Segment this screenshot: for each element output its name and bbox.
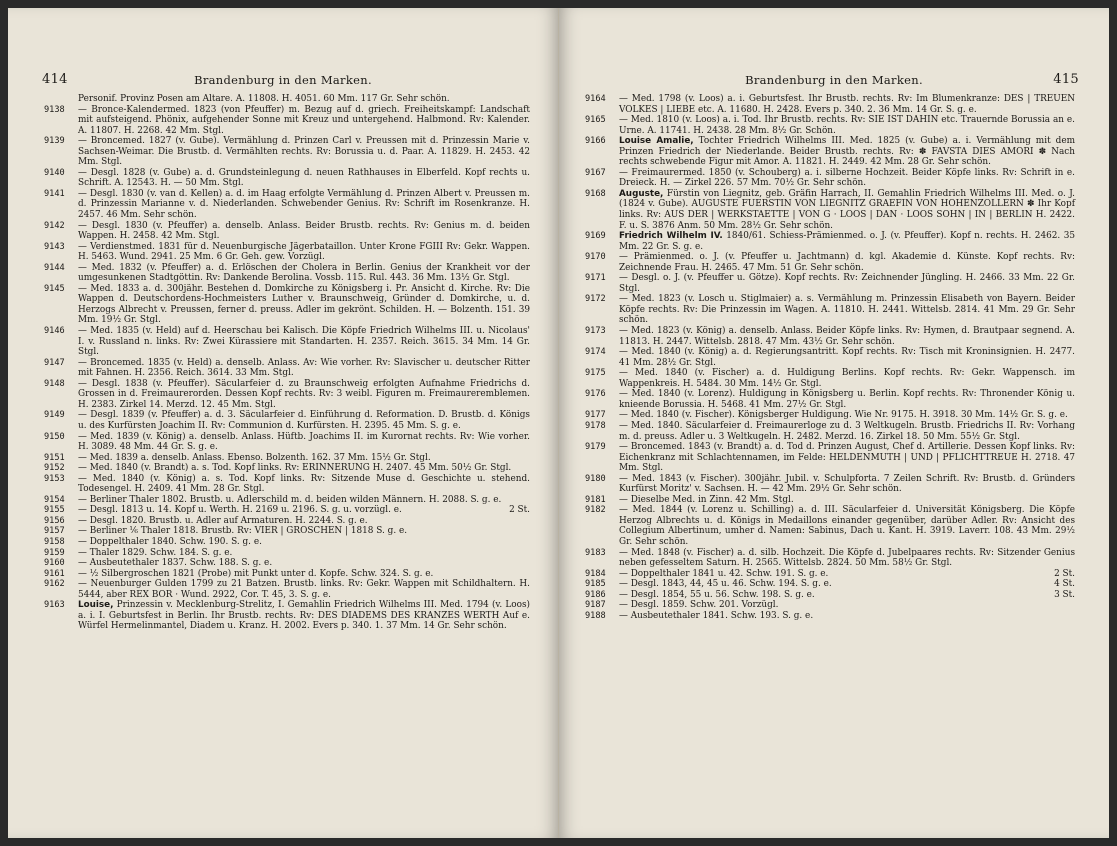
entry-number: 9187 [585,600,606,611]
entry-text [78,505,530,516]
entry-number: 9139 [44,136,65,147]
entry-number: 9142 [44,220,65,231]
catalog-entry [44,569,530,580]
catalog-entry [44,463,530,474]
entry-number: 9176 [585,389,606,400]
catalog-entry [44,379,530,411]
entry-text [619,548,1075,569]
entry-number: 9148 [44,378,65,389]
catalog-entry [585,600,1075,611]
entry-description: Personif. Provinz Posen am Altare. A. 11808. H. 4051. 60 Mm. 117 Gr. Sehr schön. [78,94,450,104]
entry-description: Fürstin von Liegnitz, geb. Gräfin Harrach, II. Gemahlin Friedrich Wilhelms III. Med. o. J. (1824 v. Gube). AUGUSTE FUERSTIN VON LIEGNITZ GRAEFIN VON HOHENZOLLERN ✽ Ihr Kopf links. Rv: AUS DER | WERKSTAETTE | VON G · LOOS | DAN · LOOS SOHN | IN | BERLIN H. 2422. F. u. S. 3876 Anm. 50 Mm. 28½ Gr. Sehr schön. [619,188,1075,231]
catalog-entry [585,569,1075,580]
entry-description: — Med. 1840. Säcularfeier d. Freimaurerloge zu d. 3 Weltkugeln. Brustb. Friedrichs II. Rv: Vorhang m. d. preuss. Adler u. 3 Weltkugeln. H. 2482. Merzd. 16. Zirkel 18. 50 Mm. 55½ Gr. Stgl. [619,420,1075,442]
entry-text [78,189,530,221]
entry-text [619,474,1075,495]
entry-description: — Doppelthaler 1840. Schw. 190. S. g. e. [78,536,262,547]
entry-text [78,94,530,105]
entry-description: — Desgl. 1843, 44, 45 u. 46. Schw. 194. S. g. e. [619,579,832,590]
entry-number: 9182 [585,505,606,516]
entry-text [78,516,530,527]
entry-description: — Med. 1840 (v. Brandt) a. s. Tod. Kopf links. Rv: ERINNERUNG H. 2407. 45 Mm. 50½ Gr. Stgl. [78,463,512,474]
entry-text [78,263,530,284]
entry-description: — Prämienmed. o. J. (v. Pfeuffer u. Jachtmann) d. kgl. Akademie d. Künste. Kopf rechts. Rv: Zeichnende Frau. H. 2465. 47 Mm. 51 Gr. Sehr schön. [619,252,1075,273]
entry-text [78,600,530,632]
catalog-entry [585,421,1075,442]
entry-text [78,474,530,495]
catalog-entry [585,347,1075,368]
entry-text [78,358,530,379]
entry-text [619,600,1075,611]
entry-text [78,105,530,137]
catalog-entry [44,242,530,263]
entry-number: 9188 [585,610,606,621]
catalog-entry [585,231,1075,252]
page-number: 414 [42,72,68,87]
entry-number: 9140 [44,167,65,178]
catalog-entry [585,189,1075,231]
entry-description: — Med. 1844 (v. Lorenz u. Schilling) a. d. III. Säcularfeier d. Universität Königsberg. Die Köpfe Herzog Albrechts u. d. Königs in Medaillons einander gegenüber, darüber Adler. Rv: Ansicht des Collegium Albertinum, umher d. Namen: Sabinus, Dach u. Kant. H. 3919. Laverr. 108. 43 Mm. 29½ Gr. Sehr schön. [619,505,1075,547]
catalog-entry [585,548,1075,569]
entry-number: 9178 [585,420,606,431]
entry-text [78,453,530,464]
entry-number: 9175 [585,368,606,379]
catalog-entry [44,558,530,569]
entry-text [619,294,1075,326]
catalog-entry [585,495,1075,506]
catalog-entry [44,189,530,221]
entry-description: — Ausbeutethaler 1841. Schw. 193. S. g. e. [619,610,814,621]
entry-number: 9172 [585,294,606,305]
entry-text [619,579,1075,590]
entry-number: 9150 [44,431,65,442]
entry-description: 1840/61. Schiess-Prämienmed. o. J. (v. Pfeuffer). Kopf n. rechts. H. 2462. 35 Mm. 22 Gr. S. g. e. [619,231,1075,252]
entry-description: Tochter Friedrich Wilhelms III. Med. 1825 (v. Gube) a. i. Vermählung mit dem Prinzen Friedrich der Niederlande. Beider Brustb. rechts. Rv: ✽ FAVSTA DIES AMORI ✽ Nach rechts schwebende Figur mit Amor. A. 11821. H. 2449. 42 Mm. 28 Gr. Sehr schön. [619,136,1075,168]
entry-description: — Berliner Thaler 1802. Brustb. u. Adlerschild m. d. beiden wilden Männern. H. 2088. S. g. e. [78,494,502,505]
entry-description: — Med. 1848 (v. Fischer) a. d. silb. Hochzeit. Die Köpfe d. Jubelpaares rechts. Rv: Sitzender Genius neben gefesseltem Saturn. H. 2565. Wittelsb. 2824. 50 Mm. 58½ Gr. Stgl. [619,547,1075,569]
entry-number: 9180 [585,473,606,484]
entry-heading-name: Louise, [78,600,114,611]
entry-text [619,136,1075,168]
entry-count: 2 St. [509,505,530,516]
entry-description: — Verdienstmed. 1831 für d. Neuenburgische Jägerbataillon. Unter Krone FGIII Rv: Gekr. Wappen. H. 5463. Wund. 2941. 25 Mm. 6 Gr. Geh. gew. Vorzügl. [78,241,530,263]
entry-text [619,252,1075,273]
entry-text [619,505,1075,547]
catalog-entry [44,495,530,506]
right-page-body [585,94,1075,778]
entry-number: 9167 [585,167,606,178]
catalog-entry [585,410,1075,421]
catalog-entry [44,526,530,537]
entry-description: — Broncemed. 1835 (v. Held) a. denselb. Anlass. Av: Wie vorher. Rv: Slavischer u. deutscher Ritter mit Fahnen. H. 2356. Reich. 3614. 33 Mm. Stgl. [78,357,530,379]
entry-text [78,463,530,474]
left-page-body [44,94,530,778]
entry-number: 9185 [585,579,606,590]
catalog-entry [44,105,530,137]
entry-text [78,168,530,189]
entry-number: 9161 [44,568,65,579]
entry-description: — Freimaurermed. 1850 (v. Schouberg) a. i. silberne Hochzeit. Beider Köpfe links. Rv: Schrift in e. Dreieck. H. — Zirkel 226. 57 Mm. 70½ Gr. Sehr schön. [619,167,1075,189]
entry-text [619,590,1075,601]
entry-text [619,569,1075,580]
catalog-entry [585,115,1075,136]
right-page-header [559,72,1109,90]
entry-description: — Med. 1843 (v. Fischer). 300jähr. Jubil. v. Schulpforta. 7 Zeilen Schrift. Rv: Brustb. d. Gründers Kurfürst Moritz' v. Sachsen. H. — 42 Mm. 29½ Gr. Sehr schön. [619,473,1075,495]
entry-number: 9173 [585,326,606,337]
entry-number: 9141 [44,188,65,199]
catalog-entry [585,294,1075,326]
entry-text [78,221,530,242]
entry-text [78,579,530,600]
entry-number: 9158 [44,536,65,547]
entry-description: — Med. 1840 (v. Fischer) a. d. Huldigung Berlins. Kopf rechts. Rv: Gekr. Wappensch. im Wappenkreis. H. 5484. 30 Mm. 14½ Gr. Stgl. [619,368,1075,389]
left-page-header [8,72,558,90]
entry-text [78,242,530,263]
entry-heading-name: Louise Amalie, [619,136,694,147]
entry-description: — Broncemed. 1827 (v. Gube). Vermählung d. Prinzen Carl v. Preussen mit d. Prinzessin Marie v. Sachsen-Weimar. Die Brustb. d. Vermählten rechts. Rv: Borussia u. d. Paar. A. 11829. H. 2453. 42 Mm. Stgl. [78,136,530,168]
entry-description: — Med. 1823 (v. König) a. denselb. Anlass. Beider Köpfe links. Rv: Hymen, d. Brautpaar segnend. A. 11813. H. 2447. Wittelsb. 2818. 47 Mm. 43½ Gr. Sehr schön. [619,326,1075,347]
entry-text [619,168,1075,189]
catalog-entry [44,284,530,326]
entry-number: 9145 [44,283,65,294]
entry-text [619,421,1075,442]
entry-text [78,537,530,548]
entry-number: 9153 [44,473,65,484]
entry-number: 9174 [585,347,606,358]
catalog-entry [585,611,1075,622]
catalog-entry [44,548,530,559]
entry-text [619,231,1075,252]
entry-number: 9186 [585,589,606,600]
entry-text [78,548,530,559]
entry-description: — Med. 1840 (v. Fischer). Königsberger Huldigung. Wie Nr. 9175. H. 3918. 30 Mm. 14½ Gr. S. g. e. [619,410,1068,421]
catalog-entry [585,252,1075,273]
entry-text [619,611,1075,622]
entry-heading-name: Friedrich Wilhelm IV. [619,231,723,242]
entry-number: 9138 [44,104,65,115]
entry-description: — Desgl. 1830 (v. van d. Kellen) a. d. im Haag erfolgte Vermählung d. Prinzen Albert v. Preussen m. d. Prinzessin Marianne v. d. Niederlanden. Schwebender Genius. Rv: Schrift im Rosenkranze. H. 2457. 46 Mm. Sehr schön. [78,188,530,221]
entry-number: 9184 [585,568,606,579]
entry-text [619,273,1075,294]
catalog-entry [585,505,1075,547]
entry-text [619,115,1075,136]
catalog-entry [585,442,1075,474]
entry-number: 9157 [44,526,65,537]
running-head: Brandenburg in den Marken. [745,73,923,87]
entry-description: — Neuenburger Gulden 1799 zu 21 Batzen. Brustb. links. Rv: Gekr. Wappen mit Schildhaltern. H. 5444, aber REX BOR · Wund. 2922, Cor. T. 45, 3. S. g. e. [78,579,530,600]
entry-number: 9146 [44,326,65,337]
catalog-entry [585,273,1075,294]
entry-count: 2 St. [1054,568,1075,579]
entry-description: — Desgl. 1830 (v. Pfeuffer) a. denselb. Anlass. Beider Brustb. rechts. Rv: Genius m. d. beiden Wappen. H. 2458. 42 Mm. Stgl. [78,220,530,242]
catalog-entry [44,537,530,548]
entry-description: — Bronce-Kalendermed. 1823 (von Pfeuffer) m. Bezug auf d. griech. Freiheitskampf: Landschaft mit aufsteigend. Phönix, aufgehender Sonne mit Kreuz und untergehend. Halbmond. Rv: Kalender. A. 11807. H. 2268. 42 Mm. Stgl. [78,104,530,136]
entry-description: — Thaler 1829. Schw. 184. S. g. e. [78,547,233,558]
entry-description: — Med. 1810 (v. Loos) a. i. Tod. Ihr Brustb. rechts. Rv: SIE IST DAHIN etc. Trauernde Borussia an e. Urne. A. 11741. H. 2438. 28 Mm. 8½ Gr. Schön. [619,115,1075,136]
entry-description: — Doppelthaler 1841 u. 42. Schw. 191. S. g. e. [619,568,829,579]
catalog-entry [585,326,1075,347]
catalog-entry [44,474,530,495]
entry-number: 9155 [44,505,65,516]
entry-number: 9162 [44,579,65,590]
entry-text [78,558,530,569]
left-page [8,8,559,838]
catalog-entry [585,94,1075,115]
catalog-entry [44,432,530,453]
entry-description: Prinzessin v. Mecklenburg-Strelitz, I. Gemahlin Friedrich Wilhelms III. Med. 1794 (v. Loos) a. i. I. Geburtsfest in Berlin. Ihr Brustb. rechts. Rv: DES DIADEMS DES KRANZES WERTH Auf e. Würfel Hermelinmantel, Diadem u. Kranz. H. 2002. Evers p. 340. 1. 37 Mm. 14 Gr. Sehr schön. [78,600,530,632]
catalog-entry [44,410,530,431]
catalog-entry [44,358,530,379]
entry-description: — ½ Silbergroschen 1821 (Probe) mit Punkt unter d. Kopfe. Schw. 324. S. g. e. [78,568,434,579]
entry-number: 9179 [585,442,606,453]
entry-description: — Berliner ⅙ Thaler 1818. Brustb. Rv: VIER | GROSCHEN | 1818 S. g. e. [78,526,408,537]
entry-number: 9181 [585,494,606,505]
entry-description: — Med. 1798 (v. Loos) a. i. Geburtsfest. Ihr Brustb. rechts. Rv: Im Blumenkranze: DES | TREUEN VOLKES | LIEBE etc. A. 11680. H. 2428. Evers p. 340. 2. 36 Mm. 14 Gr. S. g. e. [619,94,1075,115]
entry-count: 4 St. [1054,579,1075,590]
entry-description: — Desgl. o. J. (v. Pfeuffer u. Götze). Kopf rechts. Rv: Zeichnender Jüngling. H. 2466. 33 Mm. 22 Gr. Stgl. [619,273,1075,294]
entry-text [619,368,1075,389]
entry-description: — Desgl. 1839 (v. Pfeuffer) a. d. 3. Säcularfeier d. Einführung d. Reformation. D. Brustb. d. Königs u. des Kurfürsten Joachim II. Rv: Communion d. Kurfürsten. H. 2395. 45 Mm. S. g. e. [78,410,530,431]
entry-text [78,284,530,326]
entry-text [619,410,1075,421]
entry-number: 9183 [585,547,606,558]
entry-text [619,389,1075,410]
entry-text [619,442,1075,474]
catalog-entry [44,136,530,168]
entry-number: 9169 [585,231,606,242]
entry-text [78,569,530,580]
entry-text [619,326,1075,347]
running-head: Brandenburg in den Marken. [194,73,372,87]
entry-number: 9154 [44,494,65,505]
entry-text [78,136,530,168]
catalog-entry [44,221,530,242]
entry-text [78,432,530,453]
entry-number: 9160 [44,558,65,569]
catalog-entry [44,326,530,358]
entry-heading-name: Auguste, [619,188,664,199]
entry-number: 9163 [44,600,65,611]
catalog-entry [585,474,1075,495]
entry-number: 9151 [44,452,65,463]
entry-text [619,189,1075,231]
entry-description: — Med. 1840 (v. König) a. d. Regierungsantritt. Kopf rechts. Rv: Tisch mit Kroninsignien. H. 2477. 41 Mm. 28½ Gr. Stgl. [619,347,1075,368]
entry-number: 9168 [585,188,606,199]
entry-text [78,326,530,358]
page-number: 415 [1053,72,1079,87]
entry-text [78,495,530,506]
catalog-entry [44,600,530,632]
entry-description: — Med. 1840 (v. König) a. s. Tod. Kopf links. Rv: Sitzende Muse d. Geschichte u. stehend. Todesengel. H. 2409. 41 Mm. 28 Gr. Stgl. [78,473,530,495]
entry-description: — Desgl. 1813 u. 14. Kopf u. Werth. H. 2169 u. 2196. S. g. u. vorzügl. e. [78,505,402,516]
catalog-entry [585,168,1075,189]
entry-description: — Desgl. 1820. Brustb. u. Adler auf Armaturen. H. 2244. S. g. e. [78,515,368,526]
entry-number: 9143 [44,241,65,252]
entry-number: 9177 [585,410,606,421]
entry-number: 9159 [44,547,65,558]
entry-description: — Med. 1835 (v. Held) auf d. Heerschau bei Kalisch. Die Köpfe Friedrich Wilhelms III. u. Nicolaus' I. v. Russland n. links. Rv: Zwei Kürassiere mit Standarten. H. 2357. Reich. 3615. 34 Mm. 14 Gr. Stgl. [78,326,530,358]
entry-description: — Ausbeutethaler 1837. Schw. 188. S. g. e. [78,558,273,569]
catalog-entry [585,368,1075,389]
entry-description: — Med. 1840 (v. Lorenz). Huldigung in Königsberg u. Berlin. Kopf rechts. Rv: Thronender König u. knieende Borussia. H. 5468. 41 Mm. 27½ Gr. Stgl. [619,389,1075,410]
catalog-entry [44,516,530,527]
right-page [559,8,1109,838]
entry-text [619,94,1075,115]
entry-count: 3 St. [1054,589,1075,600]
entry-description: — Med. 1839 a. denselb. Anlass. Ebenso. Bolzenth. 162. 37 Mm. 15½ Gr. Stgl. [78,452,431,463]
entry-number: 9147 [44,357,65,368]
entry-number: 9149 [44,410,65,421]
catalog-entry [585,579,1075,590]
entry-text [619,495,1075,506]
entry-description: — Med. 1833 a. d. 300jähr. Bestehen d. Domkirche zu Königsberg i. Pr. Ansicht d. Kirche. Rv: Die Wappen d. Deutschordens-Hochmeisters Luther v. Braunschweig, Gründer d. Domkirche, u. d. Herzogs Albrecht v. Preussen, ferner d. preuss. Adler im gekrönt. Schilden. H. — Bolzenth. 151. 39 Mm. 19½ Gr. Stgl. [78,283,530,326]
entry-description: — Med. 1832 (v. Pfeuffer) a. d. Erlöschen der Cholera in Berlin. Genius der Krankheit vor der umgesunkenen Stadtgöttin. Rv: Dankende Berolina. Vossb. 115. Rul. 443. 36 Mm. 13½ Gr. Stgl. [78,262,530,284]
entry-number: 9164 [585,94,606,104]
catalog-entry [44,94,530,105]
entry-text [78,410,530,431]
entry-number: 9171 [585,273,606,284]
entry-description: — Med. 1823 (v. Losch u. Stiglmaier) a. s. Vermählung m. Prinzessin Elisabeth von Bayern. Beider Köpfe rechts. Rv: Die Prinzessin im Wagen. A. 11810. H. 2441. Wittelsb. 2814. 41 Mm. 29 Gr. Sehr schön. [619,294,1075,326]
catalog-entry [585,590,1075,601]
entry-number: 9165 [585,115,606,126]
catalog-entry [44,579,530,600]
entry-text [619,347,1075,368]
catalog-entry [585,389,1075,410]
entry-description: — Desgl. 1838 (v. Pfeuffer). Säcularfeier d. zu Braunschweig erfolgten Aufnahme Friedrichs d. Grossen in d. Freimaurerorden. Dessen Kopf rechts. Rv: 3 weibl. Figuren m. Freimaureremblemen. H. 2383. Zirkel 14. Merzd. 12. 45 Mm. Stgl. [78,378,530,410]
entry-number: 9170 [585,252,606,263]
entry-description: — Desgl. 1854, 55 u. 56. Schw. 198. S. g. e. [619,589,815,600]
entry-number: 9166 [585,136,606,147]
catalog-entry [44,168,530,189]
catalog-entry [44,263,530,284]
entry-number: 9152 [44,463,65,474]
entry-description: — Dieselbe Med. in Zinn. 42 Mm. Stgl. [619,494,794,505]
catalog-entry [44,505,530,516]
entry-description: — Med. 1839 (v. König) a. denselb. Anlass. Hüftb. Joachims II. im Kurornat rechts. Rv: Wie vorher. H. 3089. 48 Mm. 44 Gr. S. g. e. [78,431,530,453]
entry-description: — Desgl. 1859. Schw. 201. Vorzügl. [619,600,779,611]
entry-description: — Desgl. 1828 (v. Gube) a. d. Grundsteinlegung d. neuen Rathhauses in Elberfeld. Kopf rechts u. Schrift. A. 12543. H. — 50 Mm. Stgl. [78,167,530,189]
book-spread [8,8,1109,838]
entry-number: 9156 [44,515,65,526]
entry-description: — Broncemed. 1843 (v. Brandt) a. d. Tod d. Prinzen August, Chef d. Artillerie. Dessen Kopf links. Rv: Eichenkranz mit Schlachtennamen, im Felde: HELDENMUTH | UND | PFLICHTTREUE H. 2718. 47 Mm. Stgl. [619,442,1075,474]
entry-text [78,379,530,411]
entry-number: 9144 [44,262,65,273]
entry-text [78,526,530,537]
catalog-entry [585,136,1075,168]
catalog-entry [44,453,530,464]
